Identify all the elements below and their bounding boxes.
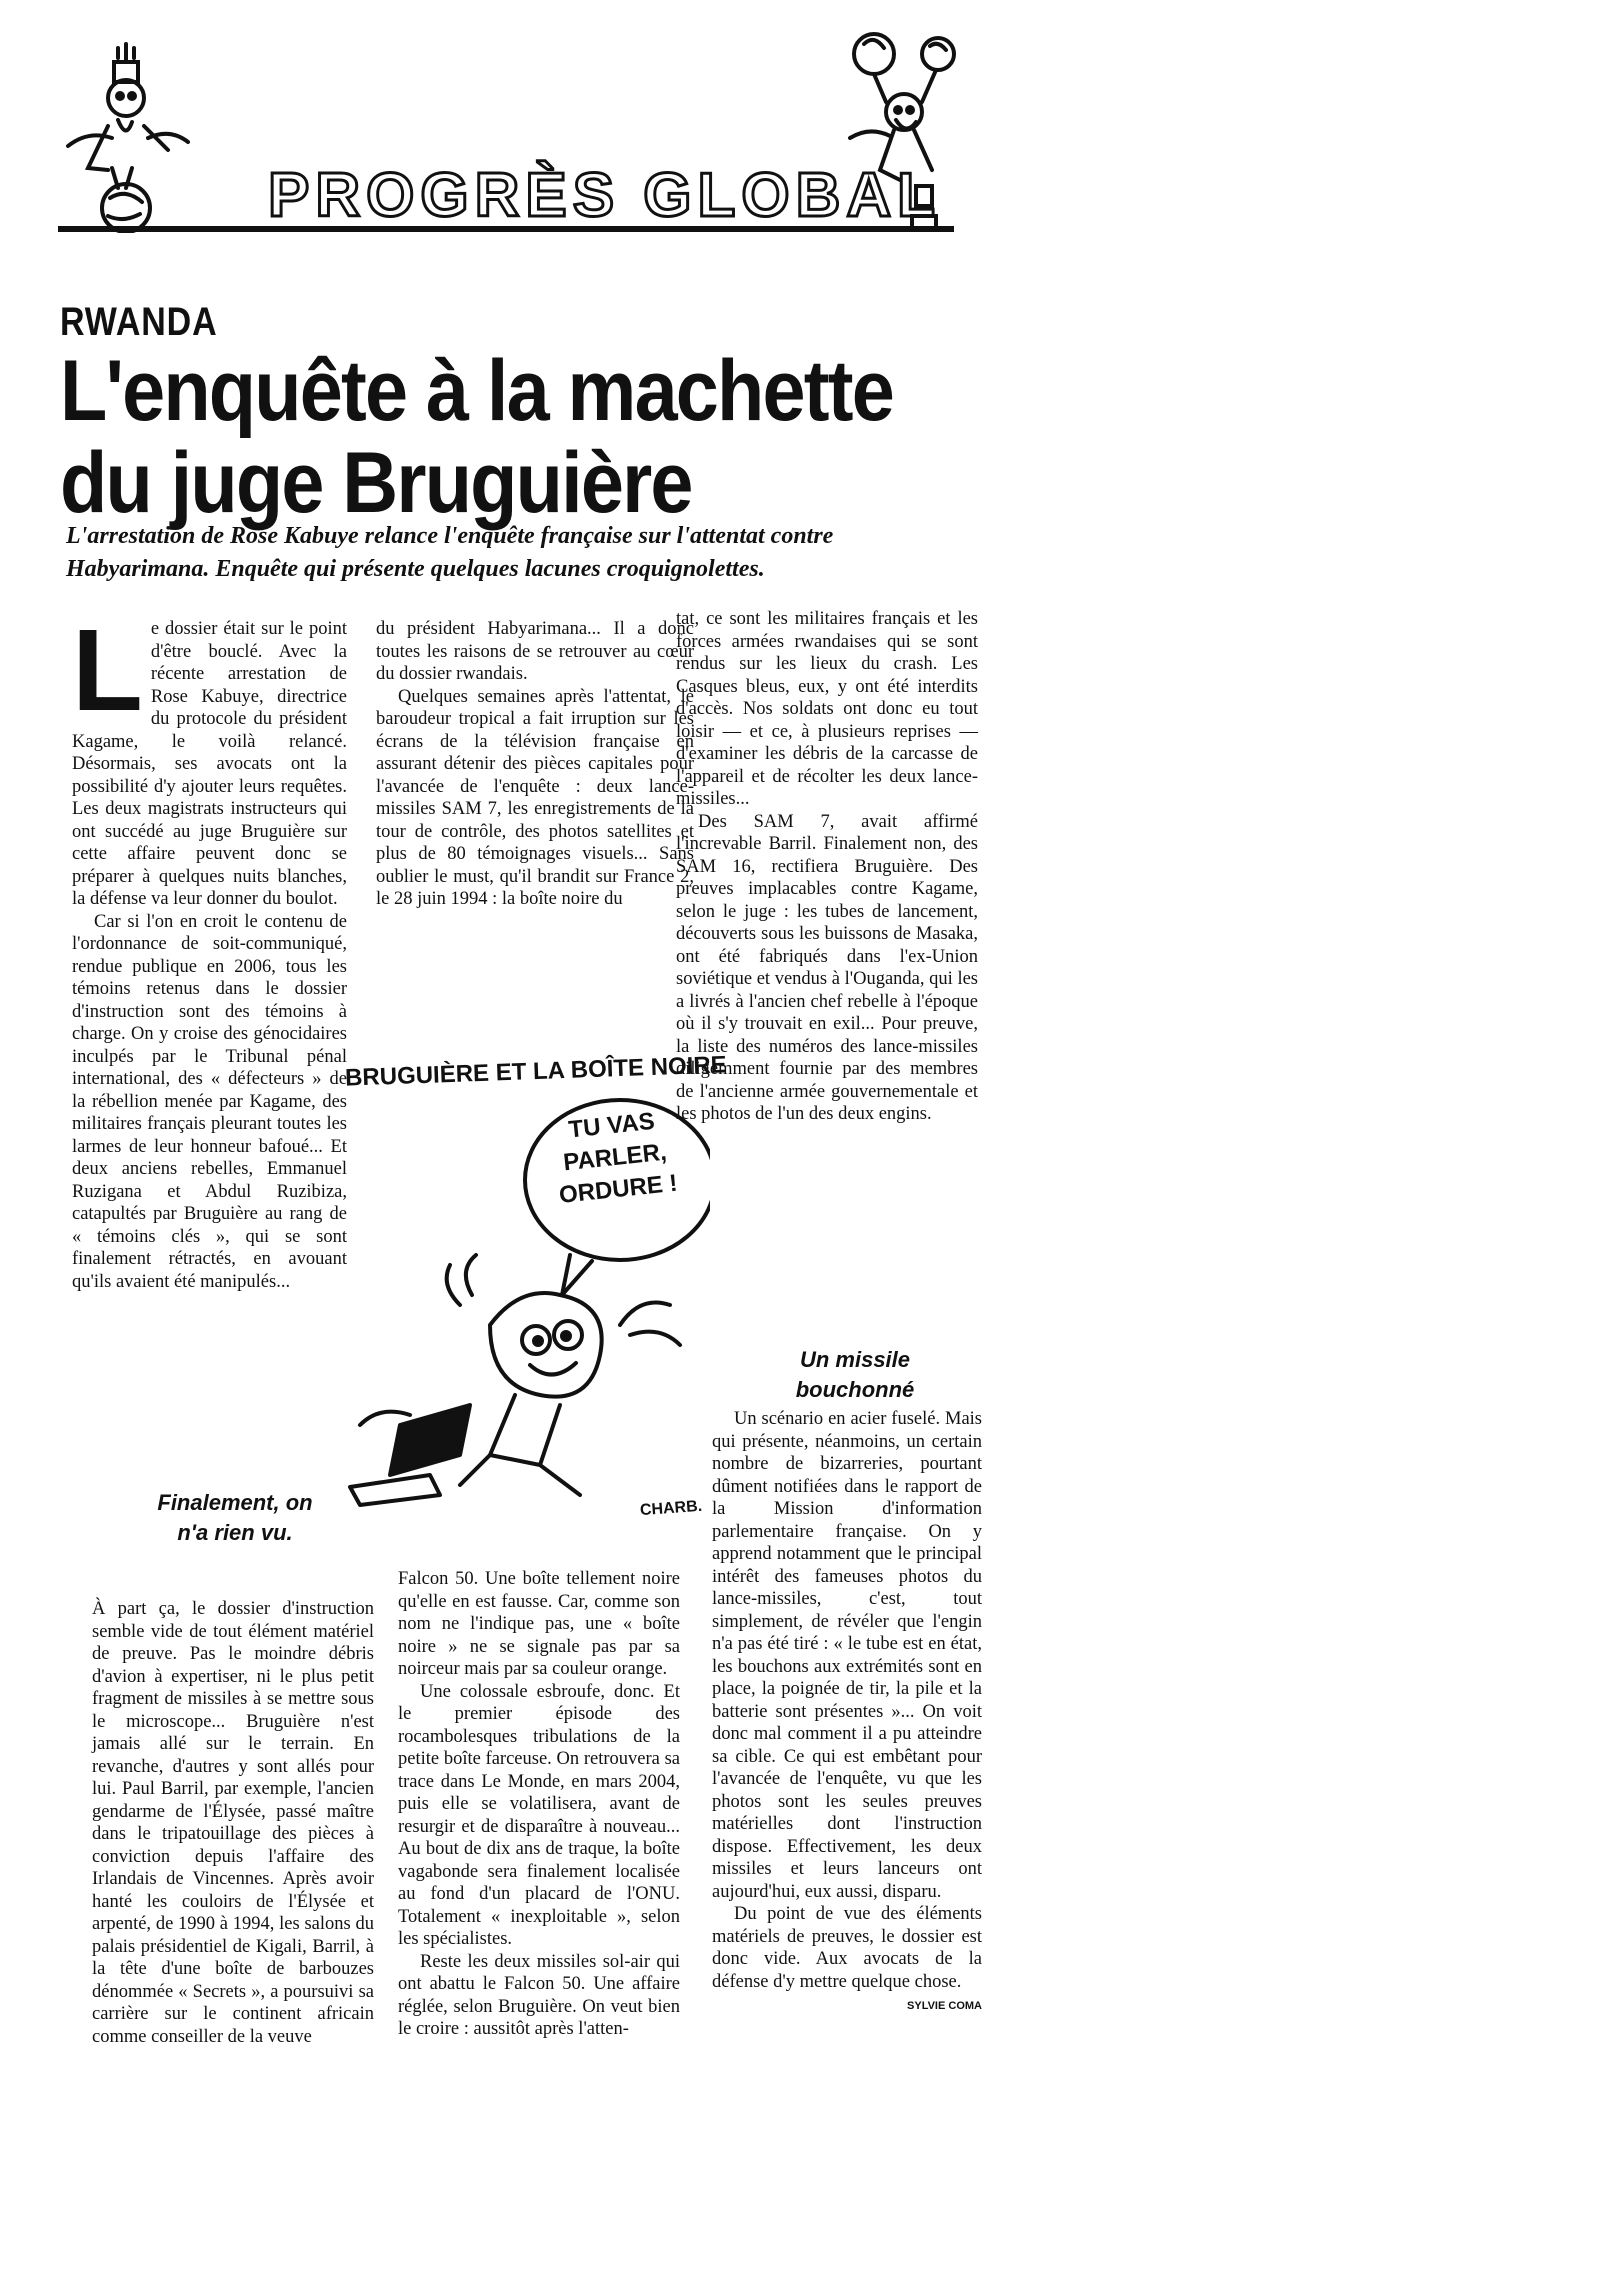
drop-cap: L xyxy=(72,605,143,735)
cartoonist-signature: CHARB. xyxy=(639,1497,703,1520)
paragraph: Car si l'on en croit le contenu de l'ordonnance de soit-communiqué, rendue publique en 2006, tous les témoins retenus dans le dossier d'instruction sont des témoins à charge. On y croise des génocidaires inculpés par le Tribunal pénal international, des « défecteurs » de la rébellion menée par Kagame, des militaires français pleurant toutes les larmes de leur honneur bafoué... Et deux anciens rebelles, Emmanuel Ruzigana et Abdul Ruzibiza, catapultés par Bruguière au rang de « témoins clés », qui se sont finalement rétractés, en avouant qu'ils avaient été manipulés... xyxy=(72,911,347,1292)
column-3-top xyxy=(676,608,978,1126)
column-1-bottom xyxy=(92,1598,374,2048)
column-3-bottom xyxy=(712,1408,982,2018)
section-title: PROGRÈS GLOBAL xyxy=(268,161,942,230)
paragraph: À part ça, le dossier d'instruction semble vide de tout élément matériel de preuve. Pas le moindre débris d'avion à expertiser, ni le plus petit fragment de missiles à se mettre sous le microscope... Bruguière n'est jamais allé sur le terrain. En revanche, d'autres y sont allés pour lui. Paul Barril, par exemple, l'ancien gendarme de l'Élysée, passé maître dans le tripatouillage des pièces à conviction depuis l'affaire des Irlandais de Vincennes. Après avoir hanté les couloirs de l'Élysée et arpenté, de 1990 à 1994, les salons du palais présidentiel de Kigali, Barril, à la tête d'une boîte de barbouzes dénommée « Secrets », a poursuivi sa carrière sur le continent africain comme conseiller de la veuve xyxy=(92,1599,374,2047)
paragraph: du président Habyarimana... Il a donc toutes les raisons de se retrouver au cœur du dossier rwandais. xyxy=(376,619,694,684)
subhead-finalement: Finalement, on n'a rien vu. xyxy=(157,1490,313,1545)
paragraph: tat, ce sont les militaires français et les forces armées rwandaises qui se sont rendus sur les lieux du crash. Les Casques bleus, eux, y ont été interdits d'accès. Nos soldats ont donc eu tout loisir — et ce, à plusieurs reprises — d'examiner les débris de la carcasse de l'appareil et de récolter les deux lance-missiles... xyxy=(676,609,978,809)
author-credit: SYLVIE COMA xyxy=(907,2000,982,2012)
paragraph: Des SAM 7, avait affirmé l'increvable Barril. Finalement non, des SAM 16, rectifiera Bruguière. Des preuves implacables contre Kagame, selon le juge : les tubes de lancement, découverts sous les buissons de Masaka, ont été fabriqués dans l'ex-Union soviétique et vendus à l'Ouganda, qui les a livrés à l'ancien chef rebelle à l'époque où il s'y trouvait en exil... Pour preuve, la liste des numéros des lance-missiles diligemment fournie par des membres de l'ancienne armée gouvernementale et les photos de l'un des deux engins. xyxy=(676,811,978,1124)
paragraph: Du point de vue des éléments matériels de preuves, le dossier est donc vide. Aux avocats de la défense d'y mettre quelque chose. xyxy=(712,1904,982,1992)
paragraph: Une colossale esbroufe, donc. Et le premier épisode des rocambolesques tribulations de la petite boîte farceuse. On retrouvera sa trace dans Le Monde, en mars 2004, puis elle se volatilisera, avant de resurgir et de disparaître à nouveau... Au bout de dix ans de traque, la boîte vagabonde sera finalement localisée au fond d'un placard de l'ONU. Totalement « inexploitable », selon les spécialistes. xyxy=(398,1681,680,1949)
column-2-bottom xyxy=(398,1568,680,2041)
left-mascot-illustration xyxy=(48,18,198,233)
standfirst: L'arrestation de Rose Kabuye relance l'enquête française sur l'attentat contre Habyarimana. Enquête qui présente quelques lacunes croquignolettes. xyxy=(66,523,834,582)
column-2-top xyxy=(376,618,694,911)
right-mascot-illustration xyxy=(820,20,970,235)
speech-bubble-text: TU VAS PARLER, ORDURE ! xyxy=(557,1107,679,1209)
kicker: RWANDA xyxy=(60,300,218,344)
paragraph: e dossier était sur le point d'être bouclé. Avec la récente arrestation de Rose Kabuye, directrice du protocole du président Kagame, le voilà relancé. Désormais, ses avocats ont la possibilité d'y ajouter leurs requêtes. Les deux magistrats instructeurs qui ont succédé au juge Bruguière sur cette affaire peuvent donc se préparer à quelques nuits blanches, la défense va leur donner du boulot. xyxy=(72,619,347,909)
paragraph: Un scénario en acier fuselé. Mais qui présente, néanmoins, un certain nombre de bizarreries, pourtant dûment notifiées dans le rapport de la Mission d'information parlementaire française. On y apprend notamment que le principal intérêt des fameuses photos du lance-missiles, c'est, tout simplement, de révéler que l'engin n'a pas été tiré : « le tube est en état, les bouchons aux extrémités sont en place, la poignée de tir, la pile et la batterie sont présentes »... On voit donc mal comment il a pu atteindre sa cible. Ce qui est embêtant pour l'avancée de l'enquête, vu que les photos sont les seules preuves matérielles dont l'instruction dispose. Effectivement, les deux missiles et leurs lanceurs ont aujourd'hui, eux aussi, disparu. xyxy=(712,1409,982,1902)
subhead-missile: Un missile bouchonné xyxy=(795,1347,915,1402)
paragraph: Reste les deux missiles sol-air qui ont abattu le Falcon 50. Une affaire réglée, selon Bruguière. On veut bien le croire : aussitôt après l'atten- xyxy=(398,1951,680,2039)
paragraph: Quelques semaines après l'attentat, le baroudeur tropical a fait irruption sur les écrans de la télévision française en assurant détenir des pièces capitales pour l'avancée de l'enquête : deux lance-missiles SAM 7, les enregistrements de la tour de contrôle, des photos satellites et plus de 80 témoignages visuels... Sans oublier le must, qu'il brandit sur France 2, le 28 juin 1994 : la boîte noire du xyxy=(376,686,694,909)
cartoon-caption: BRUGUIÈRE ET LA BOÎTE NOIRE xyxy=(344,1051,728,1092)
column-1-top xyxy=(72,605,347,1293)
headline: L'enquête à la machette du juge Bruguière xyxy=(60,343,893,531)
paragraph: Falcon 50. Une boîte tellement noire qu'elle en est fausse. Car, comme son nom ne l'indique pas, une « boîte noire » ne se signale pas par sa noirceur mais par sa couleur orange. xyxy=(398,1569,680,1679)
